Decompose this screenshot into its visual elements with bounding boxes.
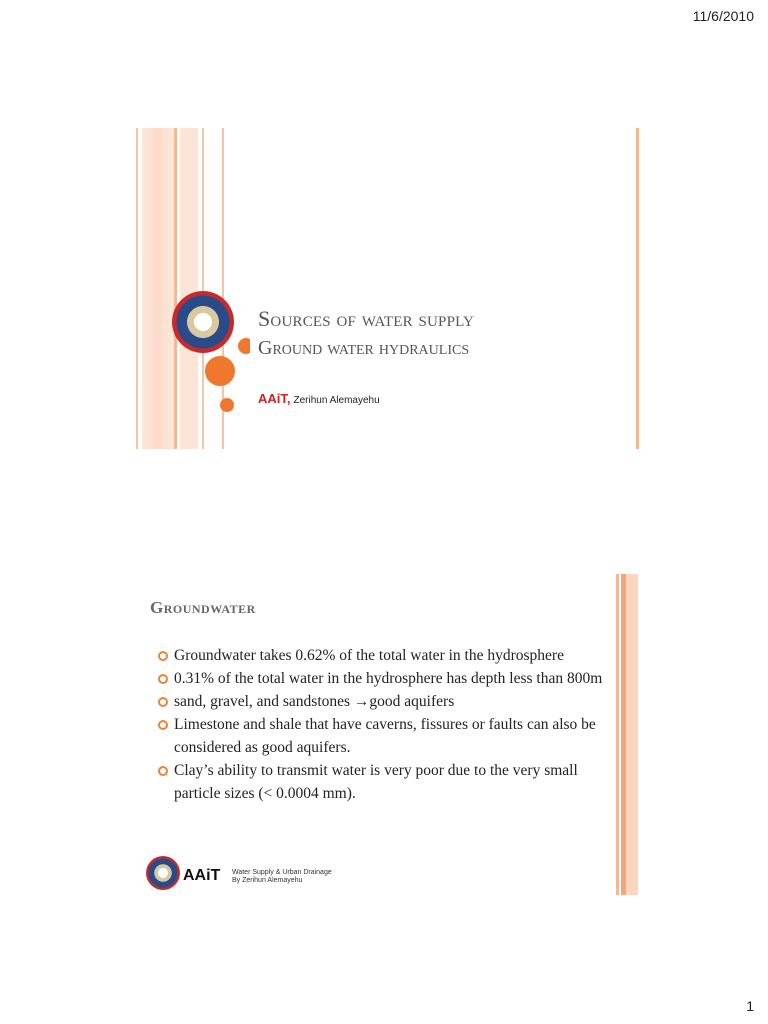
slide-heading: Groundwater bbox=[150, 598, 256, 617]
title-line-2: Ground water hydraulics bbox=[258, 337, 470, 359]
decor-band bbox=[626, 574, 638, 895]
list-item: sand, gravel, and sandstones →good aquifers bbox=[158, 690, 608, 713]
bullet-icon bbox=[158, 720, 168, 730]
bullet-list bbox=[158, 644, 608, 805]
footer-info bbox=[232, 869, 332, 885]
bullet-icon bbox=[158, 697, 168, 707]
decor-stripe bbox=[616, 574, 619, 895]
footer-byline: By Zerihun Alemayehu bbox=[232, 877, 303, 884]
page-date: 11/6/2010 bbox=[692, 8, 754, 24]
decor-circle bbox=[238, 338, 250, 354]
author-line bbox=[258, 390, 380, 408]
decor-band bbox=[142, 128, 174, 449]
decor-stripe bbox=[636, 128, 639, 449]
decor-circle bbox=[205, 356, 235, 386]
decor-circle bbox=[220, 398, 234, 412]
bullet-icon bbox=[158, 766, 168, 776]
university-logo bbox=[146, 856, 180, 890]
list-item: Limestone and shale that have caverns, fissures or faults can also be considered as good aquifers. bbox=[158, 713, 608, 759]
bullet-icon bbox=[158, 651, 168, 661]
org-label: AAiT, bbox=[258, 391, 291, 406]
slide-groundwater bbox=[130, 574, 641, 895]
list-item: Clay’s ability to transmit water is very poor due to the very small particle sizes (< 0.0004 mm). bbox=[158, 759, 608, 805]
decor-stripe bbox=[136, 128, 138, 449]
footer-org: AAiT bbox=[183, 867, 221, 884]
decor-circles bbox=[190, 328, 250, 418]
decor-stripe bbox=[174, 128, 177, 449]
list-item: Groundwater takes 0.62% of the total water in the hydrosphere bbox=[158, 644, 608, 667]
title-line-1: Sources of water supply bbox=[258, 306, 475, 331]
author-name: Zerihun Alemayehu bbox=[293, 395, 380, 406]
list-item: 0.31% of the total water in the hydrosphere has depth less than 800m bbox=[158, 667, 608, 690]
slide-title-text bbox=[258, 304, 474, 362]
page-number: 1 bbox=[746, 998, 754, 1014]
bullet-icon bbox=[158, 674, 168, 684]
slide-title bbox=[130, 128, 641, 449]
footer-course: Water Supply & Urban Drainage bbox=[232, 869, 332, 876]
